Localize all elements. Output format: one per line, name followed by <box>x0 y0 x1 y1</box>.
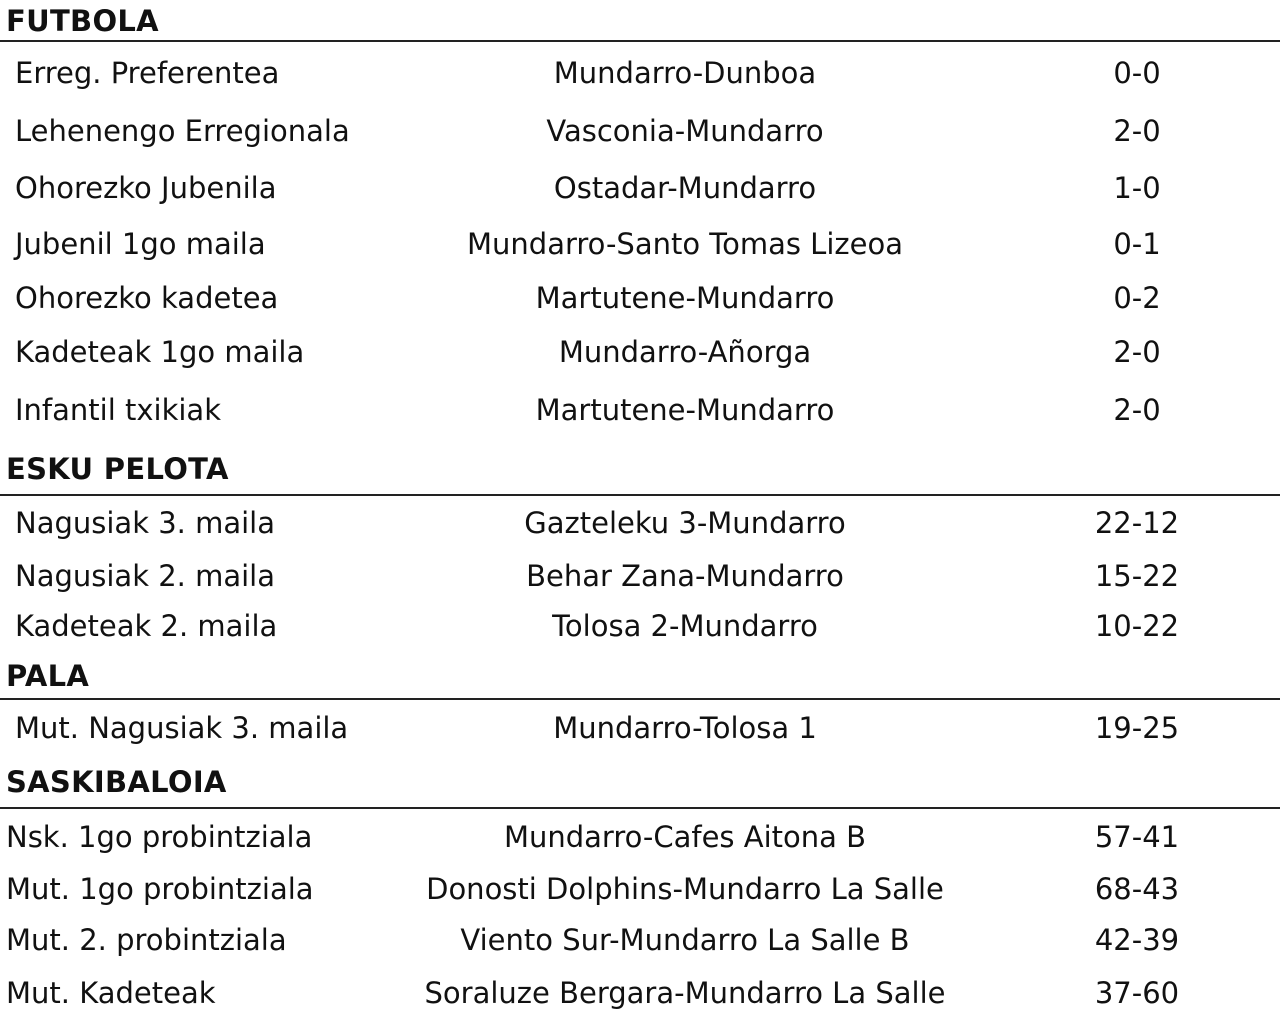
section-title: FUTBOLA <box>6 4 159 38</box>
result-row <box>0 51 1280 95</box>
score-cell: 2-0 <box>1113 393 1161 427</box>
category-cell: Jubenil 1go maila <box>15 227 266 261</box>
category-cell: Nsk. 1go probintziala <box>6 820 313 854</box>
match-cell: Behar Zana-Mundarro <box>526 559 844 593</box>
result-row <box>0 388 1280 432</box>
result-row <box>0 222 1280 266</box>
category-cell: Ohorezko kadetea <box>15 281 279 315</box>
score-cell: 0-2 <box>1113 281 1161 315</box>
match-cell: Mundarro-Añorga <box>558 335 812 369</box>
result-row <box>0 867 1280 911</box>
result-row <box>0 918 1280 962</box>
score-cell: 42-39 <box>1094 923 1180 957</box>
score-cell: 57-41 <box>1094 820 1180 854</box>
score-cell: 15-22 <box>1094 559 1180 593</box>
result-row <box>0 109 1280 153</box>
category-cell: Infantil txikiak <box>15 393 222 427</box>
score-cell: 19-25 <box>1094 711 1180 745</box>
match-cell: Gazteleku 3-Mundarro <box>524 506 846 540</box>
result-row <box>0 554 1280 598</box>
score-cell: 22-12 <box>1094 506 1180 540</box>
result-row <box>0 330 1280 374</box>
score-cell: 0-0 <box>1113 56 1161 90</box>
section-title: SASKIBALOIA <box>6 765 227 799</box>
category-cell: Kadeteak 2. maila <box>15 609 278 643</box>
category-cell: Mut. Kadeteak <box>6 976 216 1010</box>
score-cell: 0-1 <box>1113 227 1161 261</box>
section-title: PALA <box>6 659 90 693</box>
match-cell: Mundarro-Cafes Aitona B <box>503 820 867 854</box>
section-divider <box>0 494 1280 496</box>
result-row <box>0 815 1280 859</box>
score-cell: 2-0 <box>1113 335 1161 369</box>
section-title: ESKU PELOTA <box>6 452 229 486</box>
match-cell: Mundarro-Dunboa <box>553 56 817 90</box>
category-cell: Mut. 1go probintziala <box>6 872 314 906</box>
result-row <box>0 971 1280 1015</box>
category-cell: Mut. Nagusiak 3. maila <box>15 711 349 745</box>
result-row <box>0 604 1280 648</box>
match-cell: Ostadar-Mundarro <box>553 171 817 205</box>
result-row <box>0 166 1280 210</box>
category-cell: Ohorezko Jubenila <box>15 171 277 205</box>
result-row <box>0 706 1280 750</box>
match-cell: Mundarro-Tolosa 1 <box>553 711 817 745</box>
score-cell: 10-22 <box>1094 609 1180 643</box>
match-cell: Soraluze Bergara-Mundarro La Salle <box>424 976 946 1010</box>
category-cell: Mut. 2. probintziala <box>6 923 287 957</box>
match-cell: Tolosa 2-Mundarro <box>552 609 818 643</box>
score-cell: 68-43 <box>1094 872 1180 906</box>
score-cell: 37-60 <box>1094 976 1180 1010</box>
match-cell: Donosti Dolphins-Mundarro La Salle <box>426 872 944 906</box>
score-cell: 2-0 <box>1113 114 1161 148</box>
match-cell: Viento Sur-Mundarro La Salle B <box>460 923 910 957</box>
result-row <box>0 501 1280 545</box>
match-cell: Vasconia-Mundarro <box>546 114 824 148</box>
category-cell: Nagusiak 3. maila <box>15 506 275 540</box>
match-cell: Mundarro-Santo Tomas Lizeoa <box>467 227 903 261</box>
match-cell: Martutene-Mundarro <box>535 281 835 315</box>
section-divider <box>0 698 1280 700</box>
section-divider <box>0 40 1280 42</box>
category-cell: Erreg. Preferentea <box>15 56 280 90</box>
section-divider <box>0 807 1280 809</box>
score-cell: 1-0 <box>1113 171 1161 205</box>
category-cell: Kadeteak 1go maila <box>15 335 305 369</box>
category-cell: Lehenengo Erregionala <box>15 114 350 148</box>
result-row <box>0 276 1280 320</box>
match-cell: Martutene-Mundarro <box>535 393 835 427</box>
category-cell: Nagusiak 2. maila <box>15 559 275 593</box>
